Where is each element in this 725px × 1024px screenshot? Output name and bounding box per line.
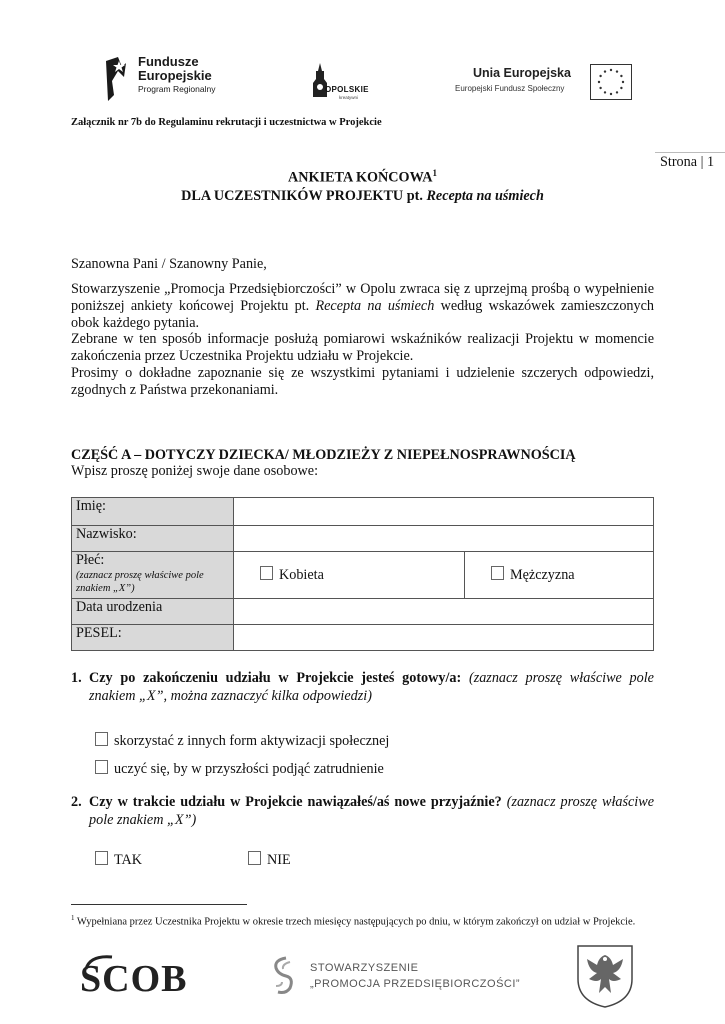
eu-flag-icon [590,64,632,100]
opolskie-sub: kreatywni [339,95,359,100]
fe-logo [104,55,234,105]
q2-no-checkbox[interactable] [248,851,261,865]
male-option[interactable] [465,552,654,599]
q1-option-2-label: uczyć się, by w przyszłości podjąć zatrudnienie [114,761,384,777]
ue-logo-line2: Europejski Fundusz Społeczny [455,84,565,93]
question-1-text: Czy po zakończeniu udziału w Projekcie jesteś gotowy/a: [89,670,462,686]
question-1-number: 1. [71,670,82,686]
association-logo [270,953,521,1003]
question-2 [71,793,654,829]
question-1 [71,669,654,705]
scob-swoosh-icon [84,953,114,971]
fe-logo-line3: Program Regionalny [138,84,216,94]
intro-p1-text-end: według wskazówek zamieszczonych obok każdego pytania. [71,297,655,331]
q2-option-no[interactable] [248,851,291,869]
female-checkbox[interactable] [260,566,273,580]
pesel-label: PESEL: [72,625,234,651]
q2-no-label: NIE [267,852,291,868]
sex-label: Płeć: [76,552,105,568]
personal-data-table [71,497,654,651]
title-line1: ANKIETA KOŃCOWA [288,169,433,186]
opole-coat-of-arms-icon [575,943,635,1009]
q1-option-1-label: skorzystać z innych form aktywizacji społecznej [114,733,390,749]
ue-logo-line1: Unia Europejska [473,66,571,80]
sex-hint: (zaznacz proszę właściwe pole znakiem „X”) [76,570,204,594]
footnote-text: Wypełniana przez Uczestnika Projektu w okresie trzech miesięcy następujących po dniu, w którym zakończył on udział w Projekcie. [74,916,636,928]
intro-body [71,281,654,399]
q1-option-1-checkbox[interactable] [95,732,108,746]
birth-date-label: Data urodzenia [72,599,234,625]
ue-logo [455,64,635,104]
first-name-field[interactable] [234,498,654,526]
question-1-hint: (zaznacz proszę właściwe pole znakiem „X”, można zaznaczyć kilka odpowiedzi) [89,670,654,704]
footnote-mark: 1 [71,914,75,922]
male-checkbox[interactable] [491,566,504,580]
attachment-note: Załącznik nr 7b do Regulaminu rekrutacji i uczestnictwa w Projekcie [71,117,382,128]
intro-p1-text: Stowarzyszenie „Promocja Przedsiębiorczości” w Opolu zwraca się z uprzejmą prośbą o wypełnienie poniższej ankiety końcowej Projektu pt. [71,281,654,314]
opolskie-name: OPOLSKIE [325,85,369,94]
intro-p1-project: Recepta na uśmiech [315,297,435,314]
page-number-rule [655,152,725,153]
association-mark-icon [270,956,296,996]
fe-logo-line1: Fundusze [138,54,199,69]
q2-yes-checkbox[interactable] [95,851,108,865]
association-line2: „PROMOCJA PRZEDSIĘBIORCZOŚCI” [310,978,521,990]
question-2-number: 2. [71,794,82,810]
female-label: Kobieta [279,567,324,583]
intro-paragraph-2: Zebrane w ten sposób informacje posłużą pomiarowi wskaźników realizacji Projektu w momencie zakończenia przez Uczestnika Projektu udziału w Projekcie. [71,331,654,365]
q1-option-2-checkbox[interactable] [95,760,108,774]
pesel-field[interactable] [234,625,654,651]
association-line1: STOWARZYSZENIE [310,962,419,974]
q1-option-2[interactable] [95,760,384,778]
greeting: Szanowna Pani / Szanowny Panie, [71,256,267,272]
footnote-separator [71,904,247,905]
document-title [71,164,654,205]
opolskie-logo [305,63,375,103]
fe-logo-line2: Europejskie [138,68,212,83]
fe-star-icon [104,55,128,103]
last-name-field[interactable] [234,526,654,552]
birth-date-field[interactable] [234,599,654,625]
first-name-label: Imię: [72,498,234,526]
title-footnote-mark: 1 [432,168,437,178]
section-a-instruction: Wpisz proszę poniżej swoje dane osobowe: [71,463,319,479]
female-option[interactable] [234,552,465,599]
q2-option-yes[interactable] [95,851,142,869]
male-label: Mężczyzna [510,567,575,583]
intro-paragraph-1 [71,281,654,331]
scob-logo [80,953,195,1003]
title-line2-prefix: DLA UCZESTNIKÓW PROJEKTU pt. [181,187,427,204]
last-name-label: Nazwisko: [72,526,234,552]
q1-option-1[interactable] [95,732,389,750]
section-a-heading: CZĘŚĆ A – DOTYCZY DZIECKA/ MŁODZIEŻY Z NIEPEŁNOSPRAWNOŚCIĄ [71,447,576,463]
page-number: Strona | 1 [660,154,715,170]
footnote [71,911,654,930]
question-2-hint: (zaznacz proszę właściwe pole znakiem „X”) [89,794,654,828]
sex-label-cell [72,552,234,599]
intro-paragraph-3: Prosimy o dokładne zapoznanie się ze wszystkimi pytaniami i udzielenie szczerych odpowiedzi, zgodnych z Państwa przekonaniami. [71,364,654,398]
project-name: Recepta na uśmiech [426,187,544,204]
q2-yes-label: TAK [114,852,143,868]
scob-logo-text: SCOB [80,958,188,1000]
question-2-text: Czy w trakcie udziału w Projekcie nawiązałeś/aś nowe przyjaźnie? [89,794,502,810]
